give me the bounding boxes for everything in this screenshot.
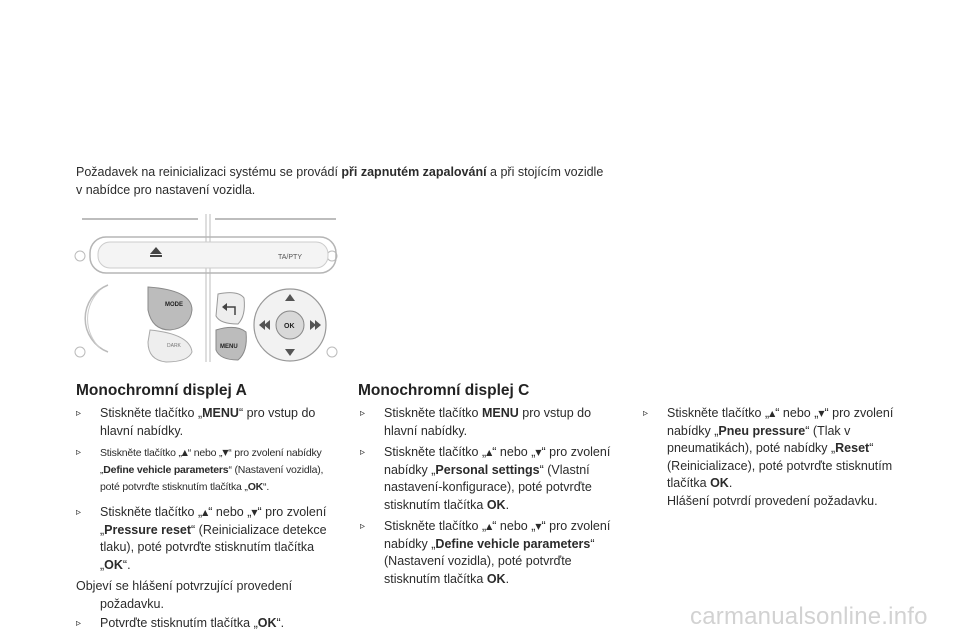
bullet-arrow-icon: ▹ (360, 408, 366, 419)
intro-text-3: v nabídce pro nastavení vozidla. (76, 183, 256, 197)
heading-display-a: Monochromní displej A (76, 382, 247, 399)
up-arrow-icon: ▲ (181, 448, 188, 457)
down-arrow-icon: ▼ (222, 448, 229, 457)
intro-text: Požadavek na reinicializaci systému se provádí (76, 165, 342, 179)
confirmation-note: Hlášení potvrdí provedení požadavku. (667, 493, 878, 508)
intro-paragraph (76, 163, 616, 199)
list-item: ▹ Stiskněte tlačítko „MENU“ pro vstup do hlavní nabídky. (76, 406, 316, 438)
down-arrow-icon: ▼ (818, 409, 825, 418)
intro-text-2: a při stojícím vozidle (486, 165, 604, 179)
bullet-arrow-icon: ▹ (76, 447, 81, 458)
watermark: carmanualsonline.info (690, 603, 928, 630)
list-item: ▹ Stiskněte tlačítko „▲“ nebo „▼“ pro zvolení „Pressure reset“ (Reinicializace detekce tlaku), poté potvrďte stisknutím tlačítka „OK“. (76, 505, 327, 572)
control-panel-illustration (70, 212, 345, 372)
section-c-steps (360, 405, 622, 592)
list-item: ▹ Stiskněte tlačítko „▲“ nebo „▼“ pro zvolení nabídky „Define vehicle parameters“ (Nastavení vozidla), poté potvrďte stisknutím tlačítka OK. (360, 519, 611, 586)
list-item: ▹ Potvrďte stisknutím tlačítka „OK“. (76, 615, 338, 633)
heading-display-c: Monochromní displej C (358, 382, 530, 399)
dark-label: DARK (167, 343, 181, 349)
up-arrow-icon: ▲ (769, 409, 776, 418)
bullet-arrow-icon: ▹ (360, 521, 366, 532)
up-arrow-icon: ▲ (486, 448, 493, 457)
down-arrow-icon: ▼ (535, 522, 542, 531)
down-arrow-icon: ▼ (535, 448, 542, 457)
bullet-arrow-icon: ▹ (76, 408, 82, 419)
bullet-arrow-icon: ▹ (360, 447, 366, 458)
bullet-arrow-icon: ▹ (76, 618, 82, 629)
down-arrow-icon: ▼ (251, 508, 258, 517)
section-c-steps-continued (643, 405, 898, 514)
list-item: ▹ Stiskněte tlačítko „▲“ nebo „▼“ pro zvolení nabídky „Personal settings“ (Vlastní nastavení-konfigurace), poté potvrďte stisknutím tlačítka OK. (360, 445, 611, 512)
bullet-arrow-icon: ▹ (643, 408, 649, 419)
list-item: ▹ Stiskněte tlačítko „▲“ nebo „▼“ pro zvolení nabídky „Define vehicle parameters“ (Nastavení vozidla), poté potvrďte stisknutím tlačítka „OK“. (76, 444, 338, 496)
bullet-arrow-icon: ▹ (76, 507, 82, 518)
up-arrow-icon: ▲ (202, 508, 209, 517)
list-item: ▹ Stiskněte tlačítko „▲“ nebo „▼“ pro zvolení nabídky „Pneu pressure“ (Tlak v pneumatikách), poté nabídky „Reset“ (Reinicializace), poté potvrďte stisknutím tlačítka OK. Hlášení potvrdí provedení požadavku. (643, 405, 898, 510)
ok-label: OK (284, 323, 295, 330)
mode-label: MODE (165, 302, 183, 308)
up-arrow-icon: ▲ (486, 522, 493, 531)
intro-bold: při zapnutém zapalování (341, 165, 487, 179)
ta-label: TA/PTY (278, 254, 302, 261)
menu-label: MENU (220, 344, 238, 350)
confirmation-note: Objeví se hlášení potvrzující provedení požadavku. (76, 579, 293, 611)
list-item: ▹ Stiskněte tlačítko MENU pro vstup do hlavní nabídky. (360, 406, 592, 438)
section-a-steps (76, 405, 338, 637)
